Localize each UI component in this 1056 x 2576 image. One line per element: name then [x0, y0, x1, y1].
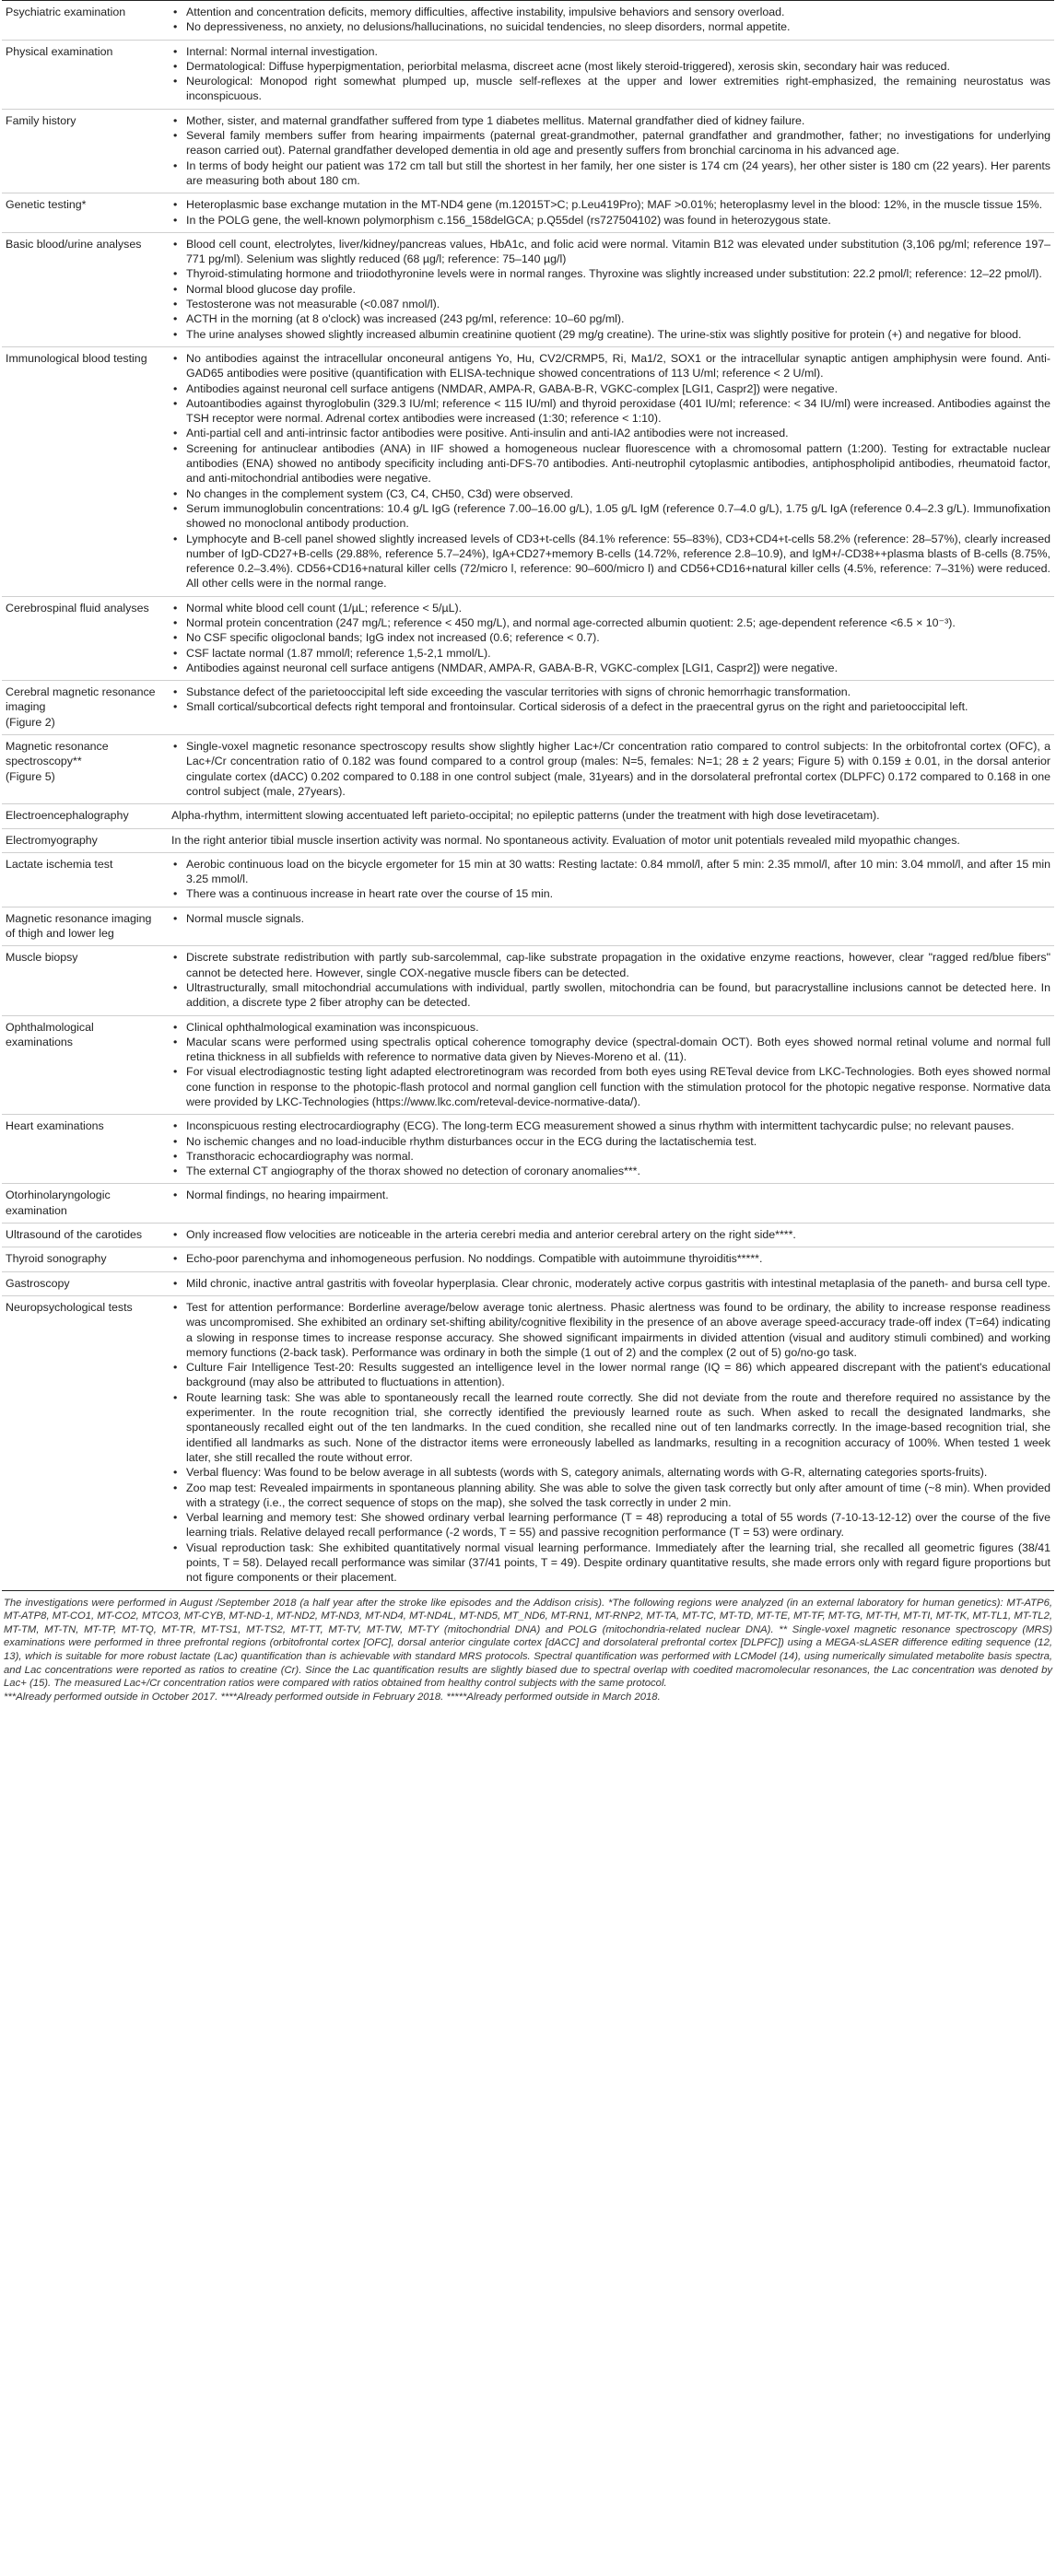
row-category — [2, 232, 168, 346]
finding-item: • There was a continuous increase in heart rate over the course of 15 min. — [171, 886, 1050, 901]
row-category — [2, 1, 168, 41]
findings-list — [171, 1300, 1050, 1586]
row-category — [2, 346, 168, 596]
finding-item: • No depressiveness, no anxiety, no delusions/hallucinations, no suicidal tendencies, no sleep disorders, normal appetite. — [171, 19, 1050, 34]
table-row — [2, 1271, 1054, 1295]
findings-list — [171, 601, 1050, 675]
table-row — [2, 1115, 1054, 1184]
finding-item: • Normal protein concentration (247 mg/L; reference < 450 mg/L), and normal age-corrected albumin quotient: 2.5; age-dependent reference <6.5 × 10⁻³). — [171, 615, 1050, 630]
row-findings — [168, 40, 1054, 109]
row-findings — [168, 1015, 1054, 1115]
finding-item: • CSF lactate normal (1.87 mmol/l; reference 1,5-2,1 mmol/L). — [171, 646, 1050, 661]
table-row — [2, 946, 1054, 1015]
findings-list — [171, 197, 1050, 228]
table-row — [2, 1, 1054, 41]
row-findings — [168, 1271, 1054, 1295]
row-findings — [168, 907, 1054, 946]
table-row — [2, 346, 1054, 596]
row-findings — [168, 1115, 1054, 1184]
finding-item: • Verbal learning and memory test: She showed ordinary verbal learning performance (T = 48) reproducing a total of 55 words (7-10-13-12-12) over the course of the five learning trials. Relative delayed recall performance (-2 words, T = 55) and passive recognition performance (T = 53) were ordinary. — [171, 1510, 1050, 1540]
finding-item: • The external CT angiography of the thorax showed no detection of coronary anomalies***. — [171, 1164, 1050, 1178]
finding-item: • No ischemic changes and no load-inducible rhythm disturbances occur in the ECG during the lactatischemia test. — [171, 1134, 1050, 1149]
table-row — [2, 1224, 1054, 1247]
row-findings — [168, 946, 1054, 1015]
table-row — [2, 232, 1054, 346]
row-category — [2, 946, 168, 1015]
finding-item: • Dermatological: Diffuse hyperpigmentation, periorbital melasma, discreet acne (most likely steroid-triggered), xerosis skin, secondary hair was reduced. — [171, 59, 1050, 74]
row-findings — [168, 232, 1054, 346]
row-findings — [168, 1247, 1054, 1271]
row-findings — [168, 1224, 1054, 1247]
findings-list — [171, 44, 1050, 104]
row-findings — [168, 1295, 1054, 1590]
finding-item: • No changes in the complement system (C3, C4, CH50, C3d) were observed. — [171, 486, 1050, 501]
finding-item: • Mild chronic, inactive antral gastritis with foveolar hyperplasia. Clear chronic, moderately active corpus gastritis with intestinal metaplasia of the paneth- and bursa cell type. — [171, 1276, 1050, 1291]
finding-item: • Normal blood glucose day profile. — [171, 282, 1050, 297]
finding-item: • Serum immunoglobulin concentrations: 10.4 g/L IgG (reference 7.00–16.00 g/L), 1.05 g/L IgM (reference 0.7–4.0 g/L), 1.75 g/L IgA (reference 0.4–2.3 g/L). Immunofixation showed no monoclonal antibody production. — [171, 501, 1050, 532]
finding-item: • Attention and concentration deficits, memory difficulties, affective instability, impulsive behaviors and sensory overload. — [171, 5, 1050, 19]
table-row — [2, 1184, 1054, 1224]
category-label: Heart examinations — [6, 1119, 104, 1133]
finding-item: • Neurological: Monopod right somewhat plumped up, muscle self-reflexes at the upper and lower extremities right-emphasized, the remaining neurostatus was inconspicuous. — [171, 74, 1050, 104]
finding-item: • Mother, sister, and maternal grandfather suffered from type 1 diabetes mellitus. Maternal grandfather died of kidney failure. — [171, 113, 1050, 128]
finding-item: • Blood cell count, electrolytes, liver/kidney/pancreas values, HbA1c, and folic acid were normal. Vitamin B12 was elevated under substitution (3,106 pg/ml; reference 197–771 pg/ml). Selenium was slightly reduced (68 µg/l; reference: 75–140 µg/l) — [171, 237, 1050, 267]
category-label: Cerebrospinal fluid analyses — [6, 601, 149, 615]
category-label: Electromyography — [6, 833, 98, 847]
findings-list — [171, 1188, 1050, 1202]
table-row — [2, 735, 1054, 804]
table-row — [2, 40, 1054, 109]
category-label: Genetic testing* — [6, 198, 87, 212]
row-category — [2, 852, 168, 907]
findings-list — [171, 113, 1050, 188]
finding-item: • Antibodies against neuronal cell surface antigens (NMDAR, AMPA-R, GABA-B-R, VGKC-complex [LGI1, Caspr2]) were negative. — [171, 381, 1050, 396]
finding-item: • Autoantibodies against thyroglobulin (329.3 IU/ml; reference < 115 IU/ml) and thyroid peroxidase (401 IU/mI; reference: < 34 IU/ml) were increased. Antibodies against the TSH receptor were normal. Adrenal cortex antibodies were increased (1:30; reference < 1:10). — [171, 396, 1050, 427]
finding-item: • Internal: Normal internal investigation. — [171, 44, 1050, 59]
finding-item: • Testosterone was not measurable (<0.087 nmol/l). — [171, 297, 1050, 311]
row-category — [2, 1184, 168, 1224]
row-category — [2, 1115, 168, 1184]
category-label: Ultrasound of the carotides — [6, 1228, 143, 1242]
findings-body — [2, 1, 1054, 1591]
findings-list — [171, 950, 1050, 1010]
row-category — [2, 1271, 168, 1295]
finding-item: • Heteroplasmic base exchange mutation in the MT-ND4 gene (m.12015T>C; p.Leu419Pro); MAF >0.01%; heteroplasmy level in the blood: 12%, in the muscle tissue 15%. — [171, 197, 1050, 212]
row-findings — [168, 109, 1054, 193]
finding-item: • Visual reproduction task: She exhibited quantitatively normal visual learning performance. Immediately after the learning trial, she recalled all geometric figures (38/41 points, T = 58). Delayed recall performance was similar (37/41 points, T = 49). Despite ordinary quantitative results, she made errors only with regard figure proportions but not figure components or their placement. — [171, 1540, 1050, 1586]
finding-item: • Normal muscle signals. — [171, 911, 1050, 926]
row-category — [2, 735, 168, 804]
category-label: Thyroid sonography — [6, 1252, 107, 1266]
row-category — [2, 1015, 168, 1115]
row-category — [2, 109, 168, 193]
table-row — [2, 804, 1054, 828]
finding-item: • Clinical ophthalmological examination was inconspicuous. — [171, 1020, 1050, 1035]
findings-list — [171, 1251, 1050, 1266]
finding-item: • Anti-partial cell and anti-intrinsic factor antibodies were positive. Anti-insulin and anti-IA2 antibodies were not increased. — [171, 426, 1050, 440]
findings-list — [171, 1276, 1050, 1291]
finding-item: • Normal white blood cell count (1/µL; reference < 5/µL). — [171, 601, 1050, 615]
findings-list — [171, 739, 1050, 799]
findings-list — [171, 5, 1050, 35]
table-row — [2, 852, 1054, 907]
finding-item: • Small cortical/subcortical defects right temporal and frontoinsular. Cortical siderosis of a defect in the praecentral gyrus on the right and parietooccipital left. — [171, 699, 1050, 714]
category-label: Gastroscopy — [6, 1276, 70, 1290]
row-findings — [168, 193, 1054, 233]
category-label: Psychiatric examination — [6, 6, 126, 18]
category-label: Magnetic resonance imaging of thigh and lower leg — [6, 911, 152, 941]
findings-list — [171, 1227, 1050, 1242]
finding-item: • Inconspicuous resting electrocardiography (ECG). The long-term ECG measurement showed a sinus rhythm with intermittent tachycardic pulse; no relevant pauses. — [171, 1118, 1050, 1133]
category-label: Basic blood/urine analyses — [6, 237, 142, 251]
row-findings — [168, 596, 1054, 680]
table-row — [2, 109, 1054, 193]
category-label: Immunological blood testing — [6, 351, 147, 365]
table-row — [2, 1015, 1054, 1115]
findings-list — [171, 237, 1050, 342]
table-footnote — [4, 1597, 1052, 1704]
category-label: Cerebral magnetic resonance imaging — [6, 685, 156, 714]
finding-item: • Several family members suffer from hearing impairments (paternal great-grandmother, paternal grandfather and grandmother, father; no investigations for underlying reason carried out). Paternal grandfather developed dementia in old age and presently suffers from bronchial carcinoma in his advanced age. — [171, 128, 1050, 158]
finding-item: • Single-voxel magnetic resonance spectroscopy results show slightly higher Lac+/Cr concentration ratio compared to control subjects: In the orbitofrontal cortex (OFC), a Lac+/Cr concentration ratio of 0.182 was found compared to a control group (males: N=5, females: N=1; 28 ± 2 years; Figure 5) with 0.159 ± 0.01, in the dorsal anterior cingulate cortex (dACC) 0.202 compared to 0.188 in one control subject (male, 31years) and in the dorsolateral prefrontal cortex (DLPFC) 0.172 compared to 0.168 in one control subject (male, 27years). — [171, 739, 1050, 799]
findings-list — [171, 911, 1050, 926]
finding-item: • Substance defect of the parietooccipital left side exceeding the vascular territories with signs of chronic hemorrhagic transformation. — [171, 685, 1050, 699]
table-row — [2, 828, 1054, 852]
category-label: Otorhinolaryngologic examination — [6, 1188, 111, 1217]
category-label: Neuropsychological tests — [6, 1300, 133, 1314]
row-findings — [168, 346, 1054, 596]
findings-list — [171, 1020, 1050, 1110]
finding-item: • Only increased flow velocities are noticeable in the arteria cerebri media and anterior cerebral artery on the right side****. — [171, 1227, 1050, 1242]
findings-list — [171, 1118, 1050, 1178]
row-category — [2, 1247, 168, 1271]
row-category — [2, 1295, 168, 1590]
row-findings — [168, 852, 1054, 907]
table-row — [2, 1247, 1054, 1271]
finding-item: • In the POLG gene, the well-known polymorphism c.156_158delGCA; p.Q55del (rs727504102) was found in heterozygous state. — [171, 213, 1050, 228]
table-row — [2, 907, 1054, 946]
finding-item: • Lymphocyte and B-cell panel showed slightly increased levels of CD3+t-cells (84.1% reference: 55–83%), CD3+CD4+t-cells 58.2% (reference: 28–57%), clearly increased number of IgD-CD27+B-cells (29.88%, reference 5.7–24%), IgA+CD27+memory B-cells (14.72%, reference 2.8–10.9), and IgM+/-CD38++plasma blasts of B-cells (8.75%, reference 0.2–3.4%). CD56+CD16+natural killer cells (72/micro l, reference: 90–600/micro l) and CD56+CD16+natural killer cells (4.5%, reference: 7–31%) were reduced. All other cells were in the normal range. — [171, 532, 1050, 591]
figure-reference: (Figure 2) — [6, 715, 55, 729]
row-findings — [168, 1, 1054, 41]
findings-list — [171, 351, 1050, 591]
row-category — [2, 804, 168, 828]
row-category — [2, 681, 168, 735]
row-findings — [168, 1184, 1054, 1224]
finding-item: • Verbal fluency: Was found to be below average in all subtests (words with S, category animals, alternating words with G-R, alternating categories sports-fruits). — [171, 1465, 1050, 1480]
finding-item: • Echo-poor parenchyma and inhomogeneous perfusion. No noddings. Compatible with autoimmune thyroiditis*****. — [171, 1251, 1050, 1266]
row-category — [2, 828, 168, 852]
finding-item: • For visual electrodiagnostic testing light adapted electroretinogram was recorded from both eyes using RETeval device from LKC-Technologies. Both eyes showed normal cone function in response to the photopic-flash protocol and normal ganglion cell function with the stimulation protocol for the photopic negative response. Normative data were provided by LKC-Technologies (https://www.lkc.com/reteval-device-normative-data/). — [171, 1064, 1050, 1109]
finding-item: • Transthoracic echocardiography was normal. — [171, 1149, 1050, 1164]
finding-item: • Thyroid-stimulating hormone and triiodothyronine levels were in normal ranges. Thyroxine was slightly increased under substitution: 22.2 pmol/l; reference: 12–22 pmol/l). — [171, 266, 1050, 281]
footnote-outside: ***Already performed outside in October 2017. ****Already performed outside in February 2018. *****Already performed outside in March 2018. — [4, 1691, 661, 1703]
row-category — [2, 907, 168, 946]
figure-reference: (Figure 5) — [6, 769, 55, 783]
row-category — [2, 1224, 168, 1247]
finding-item: • Test for attention performance: Borderline average/below average tonic alertness. Phasic alertness was found to be ordinary, the ability to increase response readiness was uncompromised. She exhibited an ordinary set-shifting ability/cognitive flexibility in the presence of an above average speed-accuracy trade-off index (T=64) indicating a slowing in response times to increase response accuracy. She showed significant impairments in divided attention (visual and auditory stimuli combined) and working memory functions (2-back task). Performance was ordinary in both the simple (1 out of 2) and the complex (2 out of 5) go/no-go task. — [171, 1300, 1050, 1360]
category-label: Physical examination — [6, 44, 113, 58]
row-findings — [168, 735, 1054, 804]
finding-item: • Discrete substrate redistribution with partly sub-sarcolemmal, cap-like substrate propagation in the oxidative enzyme reactions, however, clear "ragged red/blue fibers" cannot be detected here. However, single COX-negative muscle fibers can be detected. — [171, 950, 1050, 980]
finding-item: • Aerobic continuous load on the bicycle ergometer for 15 min at 30 watts: Resting lactate: 0.84 mmol/l, after 5 min: 2.35 mmol/l, after 10 min: 3.04 mmol/l, and after 15 min 3.25 mmol/l. — [171, 857, 1050, 887]
row-category — [2, 40, 168, 109]
category-label: Muscle biopsy — [6, 951, 78, 965]
finding-item: • Route learning task: She was able to spontaneously recall the learned route correctly. She did not deviate from the route and therefore required no assistance by the experimenter. In the route recognition trial, she correctly identified the previously learned route as such. When asked to recall the designated landmarks, she spontaneously recalled eight out of the ten landmarks. In the cued condition, she recalled nine out of ten landmarks correctly. In the image-based recognition trial, she identified all landmarks as such. None of the distractor items were erroneously labelled as landmarks, resulting in a recognition accuracy of 100%. When tested 1 week later, she still recalled the route without error. — [171, 1390, 1050, 1465]
row-category — [2, 596, 168, 680]
row-findings — [168, 681, 1054, 735]
table-row — [2, 193, 1054, 233]
table-row — [2, 596, 1054, 680]
category-label: Family history — [6, 113, 76, 127]
finding-item: • Normal findings, no hearing impairment. — [171, 1188, 1050, 1202]
finding-item: • Antibodies against neuronal cell surface antigens (NMDAR, AMPA-R, GABA-B-R, VGKC-complex [LGI1, Caspr2]) were negative. — [171, 661, 1050, 675]
finding-item: • Screening for antinuclear antibodies (ANA) in IIF showed a homogeneous nuclear fluorescence with a chromosomal pattern (1:200). Testing for extractable nuclear antibodies (ENA) showed no antibody specificity including anti-DFS-70 antibodies. Anti-neutrophil cytoplasmic antibodies, antiphospholipid antibodies, rheumatoid factor, and anti-mitochondrial antibodies were negative. — [171, 441, 1050, 486]
footnote-main: The investigations were performed in August /September 2018 (a half year after the stroke like episodes and the Addison crisis). *The following regions were analyzed (in an external laboratory for human genetics): MT-ATP6, MT-ATP8, MT-CO1, MT-CO2, MTCO3, MT-CYB, MT-ND-1, MT-ND2, MT-ND3, MT-ND4, MT-ND4L, MT-ND5, MT_ND6, MT-RN1, MT-RNP2, MT-TA, MT-TC, MT-TD, MT-TE, MT-TF, MT-TG, MT-TH, MT-TI, MT-TK, MT-TL1, MT-TL2, MT-TM, MT-TN, MT-TP, MT-TQ, MT-TR, MT-TS1, MT-TS2, MT-TT, MT-TV, MT-TW, MT-TY (mitochondrial DNA) and POLG (mitochondria-related nuclear DNA). ** Single-voxel magnetic resonance spectroscopy (MRS) examinations were performed in three prefrontal regions (orbitofrontal cortex [OFC], dorsal anterior cingulate cortex [dACC] and dorsolateral prefrontal cortex [DLPFC]) using a MEGA-sLASER difference editing sequence (12, 13), which is suitable for more robust lactate (Lac) quantification than is achievable with standard MRS protocols. Spectral quantification was performed with LCModel (14), using numerically simulated metabolite basis spectra, and Lac concentrations were reported as ratios to creatine (Cr). Since the Lac quantification results are slightly biased due to spectral overlap with coedited macromolecular resonances, the Lac concentration was denoted by Lac+ (15). The measured Lac+/Cr concentration ratios were compared with ratios obtained from healthy control subjects with the same protocol. — [4, 1597, 1052, 1690]
findings-list — [171, 857, 1050, 902]
category-label: Lactate ischemia test — [6, 857, 113, 871]
finding-item: • ACTH in the morning (at 8 o'clock) was increased (243 pg/ml, reference: 10–60 pg/ml). — [171, 311, 1050, 326]
finding-item: • Macular scans were performed using spectralis optical coherence tomography device (spectral-domain OCT). Both eyes showed normal retinal volume and normal full retina thickness in all subfields with reference to normative data given by Nieves-Moreno et al. (11). — [171, 1035, 1050, 1065]
finding-text: In the right anterior tibial muscle insertion activity was normal. No spontaneous activity. Evaluation of motor unit potentials revealed mild myopathic changes. — [171, 833, 960, 847]
finding-item: • Ultrastructurally, small mitochondrial accumulations with individual, partly swollen, mitochondria can be found, but paracrystalline inclusions cannot be detected here. In addition, a discrete type 2 fiber atrophy can be detected. — [171, 980, 1050, 1011]
row-findings — [168, 804, 1054, 828]
finding-item: • Culture Fair Intelligence Test-20: Results suggested an intelligence level in the lower normal range (IQ = 86) which appeared discrepant with the patient's educational background (may also be attributed to fluctuations in attention). — [171, 1360, 1050, 1390]
findings-table — [2, 0, 1054, 1591]
category-label: Ophthalmological examinations — [6, 1020, 94, 1048]
finding-item: • The urine analyses showed slightly increased albumin creatinine quotient (29 mg/g creatine). The urine-stix was slightly positive for protein (+) and negative for blood. — [171, 327, 1050, 342]
category-label: Electroencephalography — [6, 809, 129, 823]
finding-item: • Zoo map test: Revealed impairments in spontaneous planning ability. She was able to solve the given task correctly but only after amount of time (~8 min). When provided with a strategy (i.e., the correct sequence of stops on the map), she solved the task correctly in under 2 min. — [171, 1481, 1050, 1511]
table-row — [2, 681, 1054, 735]
finding-item: • In terms of body height our patient was 172 cm tall but still the shortest in her family, her one sister is 174 cm (24 years), her other sister is 180 cm (22 years). Her parents are measuring both about 180 cm. — [171, 158, 1050, 189]
findings-list — [171, 685, 1050, 715]
finding-item: • No CSF specific oligoclonal bands; IgG index not increased (0.6; reference < 0.7). — [171, 630, 1050, 645]
row-findings — [168, 828, 1054, 852]
table-row — [2, 1295, 1054, 1590]
category-label: Magnetic resonance spectroscopy** — [6, 740, 109, 768]
finding-item: • No antibodies against the intracellular onconeural antigens Yo, Hu, CV2/CRMP5, Ri, Ma1/2, SOX1 or the intracellular synaptic antigen amphiphysin were found. Anti-GAD65 antibodies were positive (quantification with ELISA-technique showed concentrations of 113 U/ml; reference < 2 U/ml). — [171, 351, 1050, 381]
row-category — [2, 193, 168, 233]
finding-text: Alpha-rhythm, intermittent slowing accentuated left parieto-occipital; no epileptic patterns (under the treatment with high dose levetiracetam). — [171, 809, 880, 823]
